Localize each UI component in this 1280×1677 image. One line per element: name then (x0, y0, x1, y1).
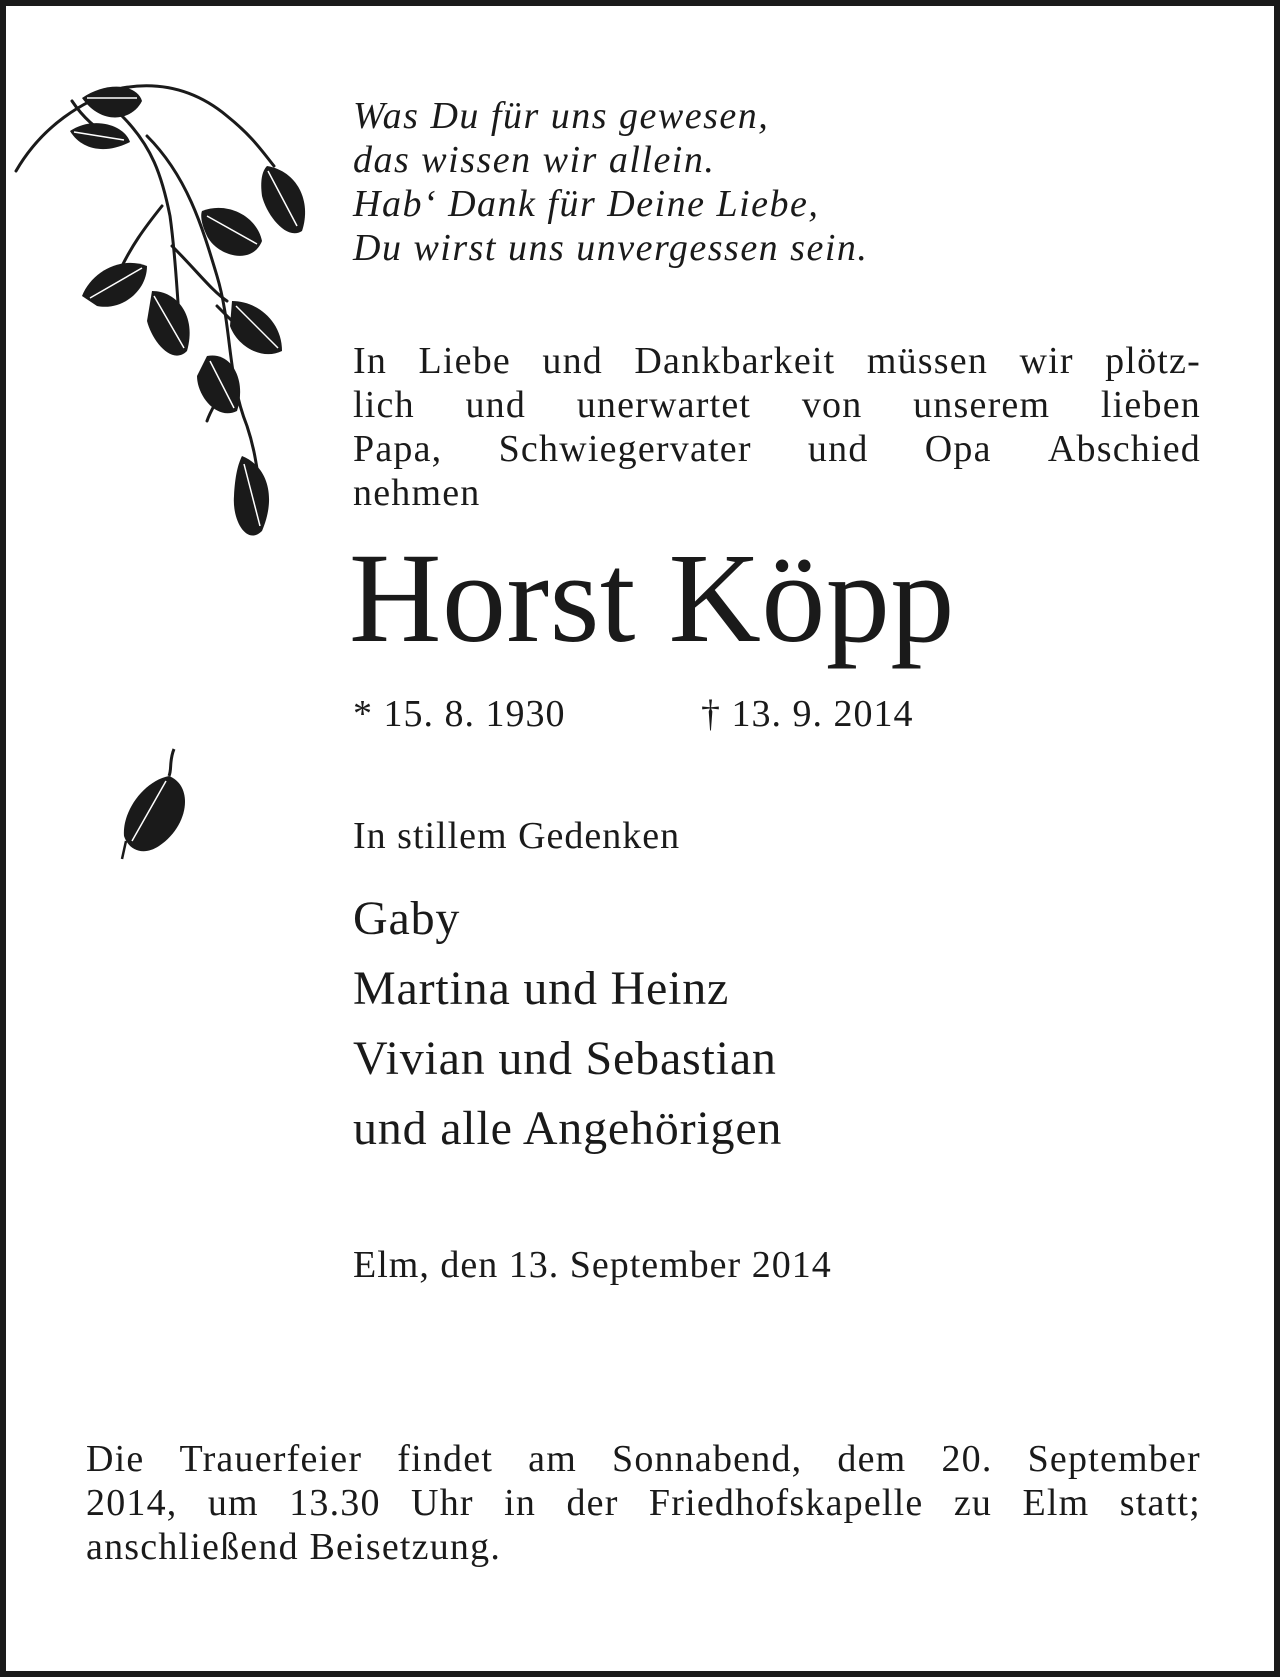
funeral-line-1: Die Trauerfeier findet am Sonnabend, dem 20. September (86, 1438, 1201, 1480)
mourner-entry: Gaby (353, 892, 461, 945)
place-and-date: Elm, den 13. September 2014 (353, 1244, 832, 1286)
intro-line-3: Papa, Schwiegervater und Opa Abschied (353, 428, 1201, 470)
falling-leaf-illustration (114, 741, 204, 871)
funeral-notice (86, 1437, 1201, 1569)
poem-line: Was Du für uns gewesen, (353, 95, 770, 137)
poem-line: Hab‘ Dank für Deine Liebe, (353, 183, 820, 225)
remembrance-line: In stillem Gedenken (353, 815, 681, 857)
intro-line-4: nehmen (353, 472, 481, 514)
intro-line-2: lich und unerwartet von unserem lieben (353, 384, 1201, 426)
life-dates (353, 692, 914, 736)
mourner-entry: Vivian und Sebastian (353, 1032, 777, 1085)
birch-branch-illustration (12, 76, 332, 596)
mourner-entry: Martina und Heinz (353, 962, 730, 1015)
birth-date: * 15. 8. 1930 (353, 693, 566, 735)
intro-text (353, 339, 1201, 515)
poem-line: das wissen wir allein. (353, 139, 716, 181)
intro-line-1: In Liebe und Dankbarkeit müssen wir plötz- (353, 340, 1201, 382)
memorial-poem (353, 94, 1153, 270)
funeral-line-2: 2014, um 13.30 Uhr in der Friedhofskapelle zu Elm statt; (86, 1482, 1201, 1524)
funeral-line-3: anschließend Beisetzung. (86, 1526, 502, 1568)
mourner-entry: und alle Angehörigen (353, 1102, 783, 1155)
mourners-list (353, 884, 782, 1164)
deceased-name: Horst Köpp (349, 527, 955, 669)
poem-line: Du wirst uns unvergessen sein. (353, 227, 869, 269)
death-date: † 13. 9. 2014 (701, 693, 914, 735)
